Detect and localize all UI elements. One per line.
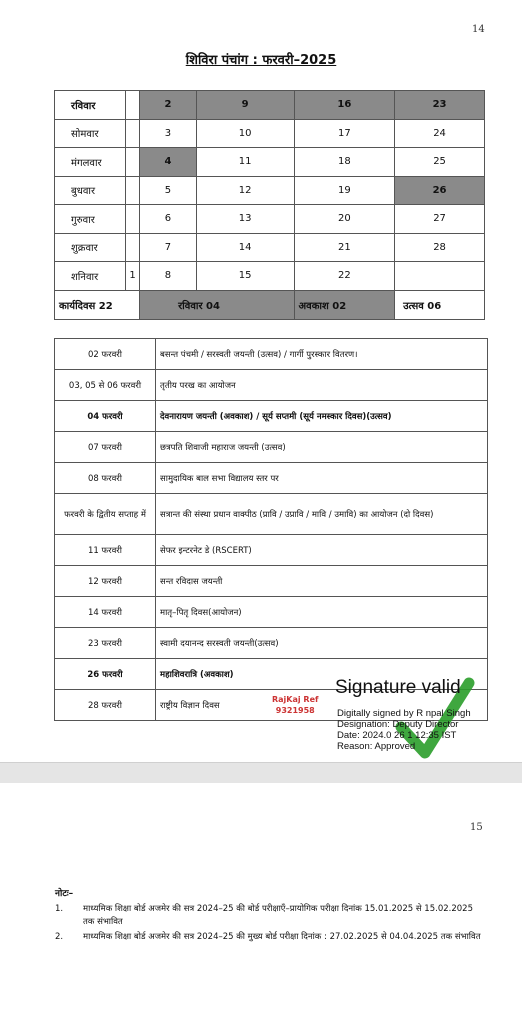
- page-title: शिविरा पंचांग : फरवरी–2025: [185, 53, 337, 68]
- event-text: महाशिवरात्रि (अवकाश): [156, 659, 488, 690]
- signature-reason: Reason: Approved: [337, 741, 416, 752]
- event-text: सेफर इन्टरनेट डे (RSCERT): [156, 535, 488, 566]
- calendar-row: [55, 233, 485, 262]
- events-table: [54, 338, 488, 721]
- date-cell: 6: [140, 205, 197, 234]
- date-cell: [126, 233, 140, 262]
- date-cell: 3: [140, 119, 197, 148]
- page-number: 14: [472, 24, 485, 35]
- event-row: [55, 628, 488, 659]
- note-text: माध्यमिक शिक्षा बोर्ड अजमेर की सत्र 2024–25 की मुख्य बोर्ड परीक्षा दिनांक : 27.02.2025 से 04.04.2025 तक संभावित: [83, 932, 481, 942]
- date-cell: 13: [196, 205, 294, 234]
- signature-status: Signature valid: [335, 677, 461, 698]
- date-cell: 8: [140, 262, 197, 291]
- event-text: स्वामी दयानन्द सरस्वती जयन्ती(उत्सव): [156, 628, 488, 659]
- calendar-row: [55, 119, 485, 148]
- signer-designation: Designation: Deputy Director: [337, 719, 459, 730]
- event-text: सामुदायिक बाल सभा विद्यालय स्तर पर: [156, 463, 488, 494]
- note-heading: नोटः–: [55, 889, 74, 899]
- day-label: शुक्रवार: [55, 233, 126, 262]
- event-date: 23 फरवरी: [55, 628, 156, 659]
- event-row: [55, 370, 488, 401]
- event-row: [55, 535, 488, 566]
- working-days-summary: कार्यदिवस 22: [55, 290, 140, 319]
- date-cell: 12: [196, 176, 294, 205]
- day-label: मंगलवार: [55, 148, 126, 177]
- holidays-summary: अवकाश 02: [294, 290, 395, 319]
- rajkaj-ref-label: RajKaj Ref: [272, 695, 319, 704]
- day-label: रविवार: [55, 91, 126, 120]
- date-cell: 14: [196, 233, 294, 262]
- calendar-row: [55, 148, 485, 177]
- date-cell: 16: [294, 91, 395, 120]
- signature-date: Date: 2024.0 26 1 12:35 IST: [337, 730, 457, 741]
- date-cell: [126, 119, 140, 148]
- event-date: 12 फरवरी: [55, 566, 156, 597]
- event-row: [55, 494, 488, 535]
- day-label: बुधवार: [55, 176, 126, 205]
- date-cell: 22: [294, 262, 395, 291]
- event-text: छत्रपति शिवाजी महाराज जयन्ती (उत्सव): [156, 432, 488, 463]
- event-text: राष्ट्रीय विज्ञान दिवस: [156, 690, 488, 721]
- date-cell: [126, 148, 140, 177]
- event-text: सन्त रविदास जयन्ती: [156, 566, 488, 597]
- calendar-row: [55, 91, 485, 120]
- date-cell: 5: [140, 176, 197, 205]
- event-row: [55, 432, 488, 463]
- event-row: [55, 597, 488, 628]
- date-cell: 18: [294, 148, 395, 177]
- event-date: 11 फरवरी: [55, 535, 156, 566]
- date-cell: [395, 262, 485, 291]
- calendar-row: [55, 205, 485, 234]
- date-cell: 21: [294, 233, 395, 262]
- date-cell: [126, 205, 140, 234]
- date-cell: 2: [140, 91, 197, 120]
- calendar-summary-row: [55, 290, 485, 319]
- date-cell: 7: [140, 233, 197, 262]
- signed-by: Digitally signed by R npal Singh: [337, 708, 471, 719]
- date-cell: [126, 176, 140, 205]
- page-separator: [0, 762, 522, 783]
- date-cell: 10: [196, 119, 294, 148]
- event-date: 26 फरवरी: [55, 659, 156, 690]
- event-row: [55, 463, 488, 494]
- date-cell: 23: [395, 91, 485, 120]
- festivals-summary: उत्सव 06: [395, 290, 485, 319]
- event-text: बसन्त पंचमी / सरस्वती जयन्ती (उत्सव) / गार्गी पुरस्कार वितरण।: [156, 339, 488, 370]
- event-date: 03, 05 से 06 फरवरी: [55, 370, 156, 401]
- event-text: सत्रान्त की संस्था प्रधान वाक्पीठ (प्रावि / उप्रावि / मावि / उमावि) का आयोजन (दो दिवस): [156, 494, 488, 535]
- note-text: माध्यमिक शिक्षा बोर्ड अजमेर की सत्र 2024–25 की बोर्ड परीक्षाएँ–प्रायोगिक परीक्षा दिनांक 15.01.2025 से 15.02.2025 तक संभावित: [83, 904, 473, 927]
- event-date: 02 फरवरी: [55, 339, 156, 370]
- date-cell: 17: [294, 119, 395, 148]
- date-cell: 26: [395, 176, 485, 205]
- date-cell: 9: [196, 91, 294, 120]
- date-cell: [126, 91, 140, 120]
- note-number: 2.: [55, 932, 64, 942]
- date-cell: 4: [140, 148, 197, 177]
- day-label: सोमवार: [55, 119, 126, 148]
- event-row: [55, 566, 488, 597]
- event-text: मातृ–पितृ दिवस(आयोजन): [156, 597, 488, 628]
- rajkaj-reference: [272, 694, 319, 716]
- event-date: फरवरी के द्वितीय सप्ताह में: [55, 494, 156, 535]
- note-number: 1.: [55, 904, 64, 914]
- day-label: गुरुवार: [55, 205, 126, 234]
- event-text: तृतीय परख का आयोजन: [156, 370, 488, 401]
- event-text: देवनारायण जयन्ती (अवकाश) / सूर्य सप्तमी (सूर्य नमस्कार दिवस)(उत्सव): [156, 401, 488, 432]
- calendar-row: [55, 262, 485, 291]
- event-date: 28 फरवरी: [55, 690, 156, 721]
- date-cell: 20: [294, 205, 395, 234]
- date-cell: 1: [126, 262, 140, 291]
- date-cell: 25: [395, 148, 485, 177]
- date-cell: 24: [395, 119, 485, 148]
- note-item: [55, 903, 485, 929]
- event-date: 14 फरवरी: [55, 597, 156, 628]
- date-cell: 19: [294, 176, 395, 205]
- calendar-table: [54, 90, 485, 320]
- event-date: 08 फरवरी: [55, 463, 156, 494]
- event-date: 04 फरवरी: [55, 401, 156, 432]
- rajkaj-ref-number: 9321958: [275, 706, 315, 715]
- signature-details: [337, 708, 471, 752]
- sundays-summary: रविवार 04: [140, 290, 294, 319]
- day-label: शनिवार: [55, 262, 126, 291]
- event-date: 07 फरवरी: [55, 432, 156, 463]
- event-row: [55, 401, 488, 432]
- date-cell: 27: [395, 205, 485, 234]
- page-number-2: 15: [470, 822, 483, 833]
- event-row: [55, 339, 488, 370]
- note-item: [55, 931, 485, 944]
- calendar-row: [55, 176, 485, 205]
- date-cell: 15: [196, 262, 294, 291]
- date-cell: 11: [196, 148, 294, 177]
- date-cell: 28: [395, 233, 485, 262]
